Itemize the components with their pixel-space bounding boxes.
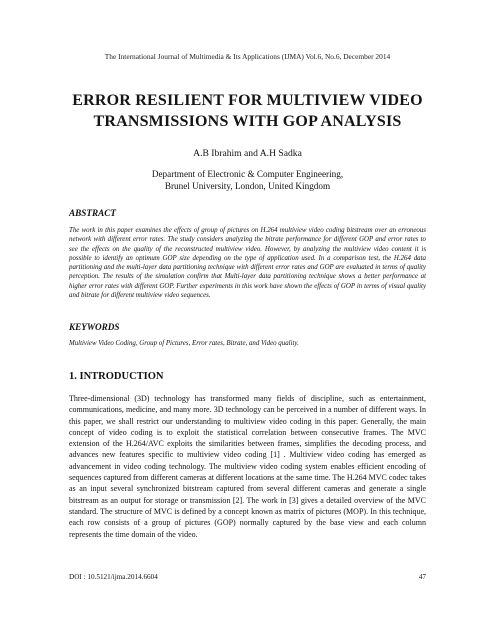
keywords-text: Multiview Video Coding, Group of Pictures, Error rates, Bitrate, and Video quality. bbox=[69, 340, 299, 347]
authors: A.B Ibrahim and A.H Sadka bbox=[193, 148, 302, 159]
title-line-1: ERROR RESILIENT FOR MULTIVIEW VIDEO bbox=[72, 92, 423, 109]
footer-doi: DOI : 10.5121/ijma.2014.6604 bbox=[69, 573, 158, 581]
introduction-heading: 1. INTRODUCTION bbox=[69, 371, 164, 382]
running-header: The International Journal of Multimedia & Its Applications (IJMA) Vol.6, No.6, December 2014 bbox=[104, 52, 391, 61]
affiliation-line-2: Brunel University, London, United Kingdom bbox=[164, 181, 331, 191]
keywords-heading: KEYWORDS bbox=[69, 322, 120, 332]
affiliation-line-1: Department of Electronic & Computer Engineering, bbox=[151, 169, 344, 179]
abstract-text: The work in this paper examines the effects of group of pictures on H.264 multiview video coding bitstream over an erroneous network with different error rates. The study considers analyzing the bitrate performance for different GOP and error rates to see the effects on the quality of the reconstructed multiview video. However, by analyzing the multiview video content it is possible to identify an optimum GOP size depending on the type of application used. In a comparison test, the H.264 data partitioning and the multi-layer data partitioning technique with different error rates and GOP are evaluated in terms of quality perception. The results of the simulation confirm that Multi-layer data partitioning technique shows a better performance at higher error rates with different GOP. Further experiments in this work have shown the effects of GOP in terms of visual quality and bitrate for different multiview video sequences. bbox=[69, 227, 426, 300]
abstract-heading: ABSTRACT bbox=[69, 208, 116, 218]
introduction-text: Three-dimensional (3D) technology has transformed many fields of discipline, such as entertainment, communications, medicine, and many more. 3D technology can be perceived in a number of different ways. In this paper, we shall restrict our understanding to multiview video coding in this paper. Generally, the main concept of video coding is to exploit the statistical correlation between consecutive frames. The MVC extension of the H.264/AVC exploits the similarities between frames, simplifies the decoding process, and advances new features specific to multiview video coding [1] . Multiview video coding has emerged as advancement in video coding technology. The multiview video coding system enables efficient encoding of sequences captured from different cameras at different locations at the same time. The H.264 MVC codec takes as an input several synchronized bitstream captured from several different cameras and generate a single bitstream as an output for storage or transmission [2]. The work in [3] gives a detailed overview of the MVC standard. The structure of MVC is defined by a concept known as matrix of pictures (MOP). In this technique, each row consists of a group of pictures (GOP) normally captured by the base view and each column represents the time domain of the video. bbox=[69, 394, 426, 539]
affiliation bbox=[0, 168, 495, 192]
paper-title bbox=[40, 90, 455, 132]
page-number: 47 bbox=[418, 573, 426, 581]
title-line-2: TRANSMISSIONS WITH GOP ANALYSIS bbox=[93, 113, 402, 130]
